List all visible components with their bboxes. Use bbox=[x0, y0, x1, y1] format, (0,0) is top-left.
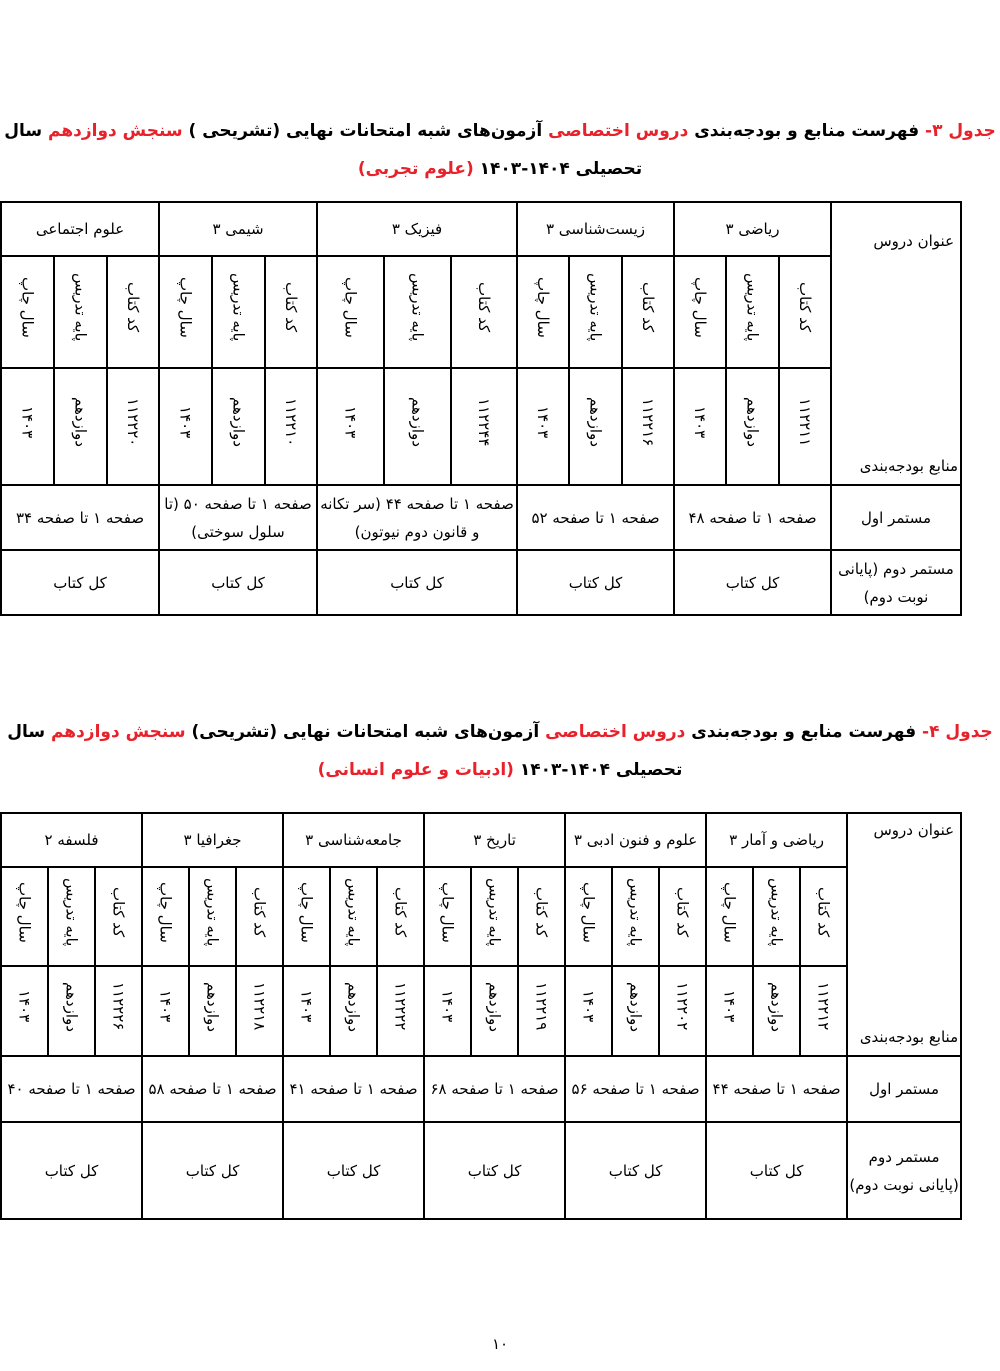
table4-value-year bbox=[283, 966, 330, 1056]
table4-subheader-year bbox=[706, 867, 753, 966]
table3-subject-header: شیمی ۳ bbox=[159, 202, 317, 256]
table4-subheader-grade bbox=[330, 867, 377, 966]
table3-title-highlight1: دروس اختصاصی bbox=[548, 121, 689, 141]
table4-second-range: کل کتاب bbox=[424, 1122, 565, 1219]
table4-corner-bottom: منابع بودجه‌بندی bbox=[859, 1028, 959, 1046]
table3-subheader-grade bbox=[54, 256, 107, 368]
table4-subheader-year bbox=[283, 867, 330, 966]
table3-subheader-code bbox=[622, 256, 674, 368]
table3-subheader-year bbox=[517, 256, 569, 368]
table3-second-range: کل کتاب bbox=[317, 550, 517, 615]
table3-first-range: صفحه ۱ تا صفحه ۴۴ (سر تکانه و قانون دوم نیوتون) bbox=[317, 485, 517, 550]
table4-subheader-year bbox=[142, 867, 189, 966]
table4-subheader-grade bbox=[48, 867, 95, 966]
table3-value-code-text: ۱۱۲۲۱۶ bbox=[639, 397, 658, 447]
table4-value-code-text: ۱۱۲۲۰۲ bbox=[673, 982, 692, 1031]
table3-subheader-grade bbox=[726, 256, 779, 368]
table4-subheader-grade bbox=[471, 867, 518, 966]
table3-subheader-code-text: کد کتاب bbox=[639, 282, 658, 333]
table4-value-year bbox=[142, 966, 189, 1056]
table3-value-code-text: ۱۱۲۲۱۰ bbox=[282, 397, 301, 447]
table3-subheader-grade-text: پایه تدریس bbox=[743, 273, 762, 342]
table4-subject-header: جامعه‌شناسی ۳ bbox=[283, 813, 424, 867]
table3-title bbox=[0, 112, 1000, 188]
table3-subheader-year-text: سال چاپ bbox=[691, 277, 710, 338]
table3-value-grade bbox=[54, 368, 107, 485]
table4-subheader-code-text: کد کتاب bbox=[532, 886, 551, 938]
table3-subject-header: زیست‌شناسی ۳ bbox=[517, 202, 674, 256]
table4-value-grade bbox=[471, 966, 518, 1056]
table4-subheader-code-text: کد کتاب bbox=[814, 886, 833, 938]
table4-value-grade bbox=[189, 966, 236, 1056]
table3-value-code bbox=[265, 368, 317, 485]
table4-value-code bbox=[236, 966, 283, 1056]
table3-subheader-grade bbox=[569, 256, 622, 368]
table3-title-text1: فهرست منابع و بودجه‌بندی bbox=[688, 121, 920, 141]
table3-subheader-year-text: سال چاپ bbox=[341, 277, 360, 338]
table4-value-grade bbox=[330, 966, 377, 1056]
table3-title-highlight2: سنجش دوازدهم bbox=[48, 121, 183, 141]
table4-value-grade bbox=[48, 966, 95, 1056]
table3-subject-header: علوم اجتماعی bbox=[1, 202, 159, 256]
table4-subheader-grade-text: پایه تدریس bbox=[626, 877, 645, 947]
table4-value-year-text: ۱۴۰۳ bbox=[720, 990, 739, 1023]
table4-value-code bbox=[800, 966, 847, 1056]
table4-value-grade-text: دوازدهم bbox=[485, 981, 504, 1032]
table3-second-range: کل کتاب bbox=[674, 550, 831, 615]
table4-value-code bbox=[95, 966, 142, 1056]
table3-value-grade-text: دوازدهم bbox=[229, 397, 248, 447]
table3-subheader-year bbox=[317, 256, 384, 368]
table4-subheader-code bbox=[236, 867, 283, 966]
table4-subheader-year bbox=[424, 867, 471, 966]
table4-title-text3: سال bbox=[7, 722, 51, 742]
table3-subheader-code bbox=[107, 256, 159, 368]
table4-subheader-year-text: سال چاپ bbox=[297, 881, 316, 943]
table4-subheader-grade bbox=[189, 867, 236, 966]
table3-subheader-grade-text: پایه تدریس bbox=[586, 273, 605, 342]
table4-value-code-text: ۱۱۲۲۲۲ bbox=[391, 982, 410, 1031]
table4-value-code-text: ۱۱۲۲۱۸ bbox=[250, 982, 269, 1031]
table4-value-year-text: ۱۴۰۳ bbox=[579, 990, 598, 1023]
table3-subheader-code bbox=[779, 256, 831, 368]
table4-second-range: کل کتاب bbox=[565, 1122, 706, 1219]
table4-subheader-grade bbox=[612, 867, 659, 966]
table3-first-range: صفحه ۱ تا صفحه ۵۲ bbox=[517, 485, 674, 550]
table4-row-first-label: مستمر اول bbox=[847, 1056, 961, 1122]
table4-subheader-year-text: سال چاپ bbox=[438, 881, 457, 943]
table3-corner-bottom: منابع بودجه‌بندی bbox=[859, 457, 959, 475]
table3-value-year-text: ۱۴۰۳ bbox=[341, 405, 360, 439]
table3-title-line2: تحصیلی ۱۴۰۴-۱۴۰۳ bbox=[473, 159, 643, 179]
table4-subject-header: تاریخ ۳ bbox=[424, 813, 565, 867]
table4-value-year bbox=[1, 966, 48, 1056]
table3-first-range: صفحه ۱ تا صفحه ۴۸ bbox=[674, 485, 831, 550]
table3-subject-header: فیزیک ۳ bbox=[317, 202, 517, 256]
table4-subject-header: فلسفه ۲ bbox=[1, 813, 142, 867]
table4-first-range: صفحه ۱ تا صفحه ۴۴ bbox=[706, 1056, 847, 1122]
table3-subheader-grade bbox=[212, 256, 265, 368]
table3-value-year bbox=[674, 368, 726, 485]
table3-subheader-grade-text: پایه تدریس bbox=[229, 273, 248, 342]
table4-corner-cell bbox=[847, 813, 961, 1056]
table4-value-code bbox=[377, 966, 424, 1056]
table3-value-code-text: ۱۱۲۲۲۰ bbox=[124, 397, 143, 447]
table4-subheader-code-text: کد کتاب bbox=[109, 886, 128, 938]
table4-first-range: صفحه ۱ تا صفحه ۴۰ bbox=[1, 1056, 142, 1122]
table3-row-first-label: مستمر اول bbox=[831, 485, 961, 550]
table3-second-range: کل کتاب bbox=[517, 550, 674, 615]
table4-subheader-code-text: کد کتاب bbox=[250, 886, 269, 938]
table4-title-line2: تحصیلی ۱۴۰۴-۱۴۰۳ bbox=[513, 760, 683, 780]
table4-value-code-text: ۱۱۲۲۲۶ bbox=[109, 982, 128, 1031]
table3-value-grade-text: دوازدهم bbox=[586, 397, 605, 447]
table4-subheader-year bbox=[565, 867, 612, 966]
table4-subheader-year-text: سال چاپ bbox=[156, 881, 175, 943]
table3-value-year bbox=[159, 368, 212, 485]
table4-corner-top: عنوان دروس bbox=[873, 821, 955, 839]
table4-value-grade bbox=[612, 966, 659, 1056]
table3-title-text3: سال bbox=[4, 121, 49, 141]
table4-value-year bbox=[706, 966, 753, 1056]
table4-subheader-grade bbox=[753, 867, 800, 966]
table4-title-prefix: جدول ۴- bbox=[916, 722, 993, 742]
table4-value-code bbox=[518, 966, 565, 1056]
table4-first-range: صفحه ۱ تا صفحه ۴۱ bbox=[283, 1056, 424, 1122]
table4-subheader-code-text: کد کتاب bbox=[391, 886, 410, 938]
table4-value-year bbox=[565, 966, 612, 1056]
table3-value-code bbox=[779, 368, 831, 485]
table4-value-grade-text: دوازدهم bbox=[62, 981, 81, 1032]
table4-subheader-year-text: سال چاپ bbox=[15, 881, 34, 943]
table3-value-year-text: ۱۴۰۳ bbox=[176, 405, 195, 439]
table4-subheader-code bbox=[377, 867, 424, 966]
table4-subheader-grade-text: پایه تدریس bbox=[344, 877, 363, 947]
table3-value-grade-text: دوازدهم bbox=[743, 397, 762, 447]
table4-subheader-code-text: کد کتاب bbox=[673, 886, 692, 938]
table3-value-code bbox=[622, 368, 674, 485]
table4-first-range: صفحه ۱ تا صفحه ۵۸ bbox=[142, 1056, 283, 1122]
table3-subheader-code-text: کد کتاب bbox=[796, 282, 815, 333]
table3-first-range: صفحه ۱ تا صفحه ۳۴ bbox=[1, 485, 159, 550]
table3-subheader-code bbox=[265, 256, 317, 368]
table3-first-range: صفحه ۱ تا صفحه ۵۰ (تا سلول سوختی) bbox=[159, 485, 317, 550]
table3-value-year bbox=[317, 368, 384, 485]
table4-value-grade bbox=[753, 966, 800, 1056]
table3-subheader-year bbox=[1, 256, 54, 368]
table3-value-code-text: ۱۱۲۲۴۴ bbox=[475, 397, 494, 447]
table3-subheader-grade-text: پایه تدریس bbox=[408, 273, 427, 342]
page-number: ۱۰ bbox=[491, 1335, 509, 1353]
table3-subheader-code-text: کد کتاب bbox=[124, 282, 143, 333]
table3-value-year-text: ۱۴۰۳ bbox=[18, 405, 37, 439]
table4-subheader-code bbox=[95, 867, 142, 966]
table4 bbox=[0, 812, 962, 1220]
table3-value-year-text: ۱۴۰۳ bbox=[534, 405, 553, 439]
table4-value-code bbox=[659, 966, 706, 1056]
table3-subheader-grade bbox=[384, 256, 451, 368]
table4-value-grade-text: دوازدهم bbox=[203, 981, 222, 1032]
table3-second-range: کل کتاب bbox=[1, 550, 159, 615]
table4-title-text2: آزمون‌های شبه امتحانات نهایی (تشریحی) bbox=[185, 722, 546, 742]
table4-subject-header: جغرافیا ۳ bbox=[142, 813, 283, 867]
table3-subheader-year bbox=[159, 256, 212, 368]
table3-row-second-label: مستمر دوم (پایانی نوبت دوم) bbox=[831, 550, 961, 615]
table3-corner-top: عنوان دروس bbox=[873, 232, 955, 250]
table4-second-range: کل کتاب bbox=[706, 1122, 847, 1219]
table3-value-code-text: ۱۱۲۲۱۱ bbox=[796, 397, 815, 447]
table3-title-line2-highlight: (علوم تجربی) bbox=[357, 159, 474, 179]
table4-subheader-code bbox=[800, 867, 847, 966]
table3-value-grade-text: دوازدهم bbox=[71, 397, 90, 447]
table4-value-grade-text: دوازدهم bbox=[626, 981, 645, 1032]
table3-value-grade bbox=[384, 368, 451, 485]
table4-title-text1: فهرست منابع و بودجه‌بندی bbox=[685, 722, 917, 742]
table3-subheader-grade-text: پایه تدریس bbox=[71, 273, 90, 342]
table4-title-highlight1: دروس اختصاصی bbox=[545, 722, 686, 742]
table4-second-range: کل کتاب bbox=[142, 1122, 283, 1219]
table4-value-year bbox=[424, 966, 471, 1056]
table3-value-grade bbox=[569, 368, 622, 485]
table3-title-prefix: جدول ۳- bbox=[919, 121, 996, 141]
table4-subheader-grade-text: پایه تدریس bbox=[485, 877, 504, 947]
table3-value-grade bbox=[726, 368, 779, 485]
table4-title-line2-highlight: (ادبیات و علوم انسانی) bbox=[317, 760, 514, 780]
table4-value-year-text: ۱۴۰۳ bbox=[297, 990, 316, 1023]
table3-subject-header: ریاضی ۳ bbox=[674, 202, 831, 256]
table3-value-year bbox=[517, 368, 569, 485]
table4-subheader-grade-text: پایه تدریس bbox=[203, 877, 222, 947]
table3-subheader-year-text: سال چاپ bbox=[534, 277, 553, 338]
table4-second-range: کل کتاب bbox=[283, 1122, 424, 1219]
table4-second-range: کل کتاب bbox=[1, 1122, 142, 1219]
table4-subheader-year-text: سال چاپ bbox=[579, 881, 598, 943]
table3 bbox=[0, 201, 962, 616]
table4-first-range: صفحه ۱ تا صفحه ۶۸ bbox=[424, 1056, 565, 1122]
table3-value-grade-text: دوازدهم bbox=[408, 397, 427, 447]
table4-value-year-text: ۱۴۰۳ bbox=[438, 990, 457, 1023]
table4-subheader-year-text: سال چاپ bbox=[720, 881, 739, 943]
table4-row-second-label: مستمر دوم (پایانی نوبت دوم) bbox=[847, 1122, 961, 1219]
table4-subheader-code bbox=[659, 867, 706, 966]
table3-value-year bbox=[1, 368, 54, 485]
table3-value-grade bbox=[212, 368, 265, 485]
table3-value-code bbox=[451, 368, 517, 485]
table4-subject-header: ریاضی و آمار ۳ bbox=[706, 813, 847, 867]
table4-subheader-grade-text: پایه تدریس bbox=[62, 877, 81, 947]
table3-value-year-text: ۱۴۰۳ bbox=[691, 405, 710, 439]
table3-subheader-year bbox=[674, 256, 726, 368]
table3-subheader-year-text: سال چاپ bbox=[176, 277, 195, 338]
table4-subheader-code bbox=[518, 867, 565, 966]
table4-value-year-text: ۱۴۰۳ bbox=[156, 990, 175, 1023]
table4-title bbox=[0, 713, 1000, 789]
table4-subject-header: علوم و فنون ادبی ۳ bbox=[565, 813, 706, 867]
table4-first-range: صفحه ۱ تا صفحه ۵۶ bbox=[565, 1056, 706, 1122]
table3-second-range: کل کتاب bbox=[159, 550, 317, 615]
table3-title-text2: آزمون‌های شبه امتحانات نهایی (تشریحی ) bbox=[182, 121, 549, 141]
table3-value-code bbox=[107, 368, 159, 485]
table4-subheader-year bbox=[1, 867, 48, 966]
table4-value-code-text: ۱۱۲۲۱۲ bbox=[814, 982, 833, 1031]
table3-subheader-code-text: کد کتاب bbox=[475, 282, 494, 333]
table3-subheader-code-text: کد کتاب bbox=[282, 282, 301, 333]
table4-value-code-text: ۱۱۲۲۱۹ bbox=[532, 982, 551, 1031]
table3-subheader-year-text: سال چاپ bbox=[18, 277, 37, 338]
table3-corner-cell bbox=[831, 202, 961, 485]
table4-value-year-text: ۱۴۰۳ bbox=[15, 990, 34, 1023]
table3-subheader-code bbox=[451, 256, 517, 368]
table4-value-grade-text: دوازدهم bbox=[344, 981, 363, 1032]
table4-title-highlight2: سنجش دوازدهم bbox=[50, 722, 186, 742]
table4-subheader-grade-text: پایه تدریس bbox=[767, 877, 786, 947]
table4-value-grade-text: دوازدهم bbox=[767, 981, 786, 1032]
